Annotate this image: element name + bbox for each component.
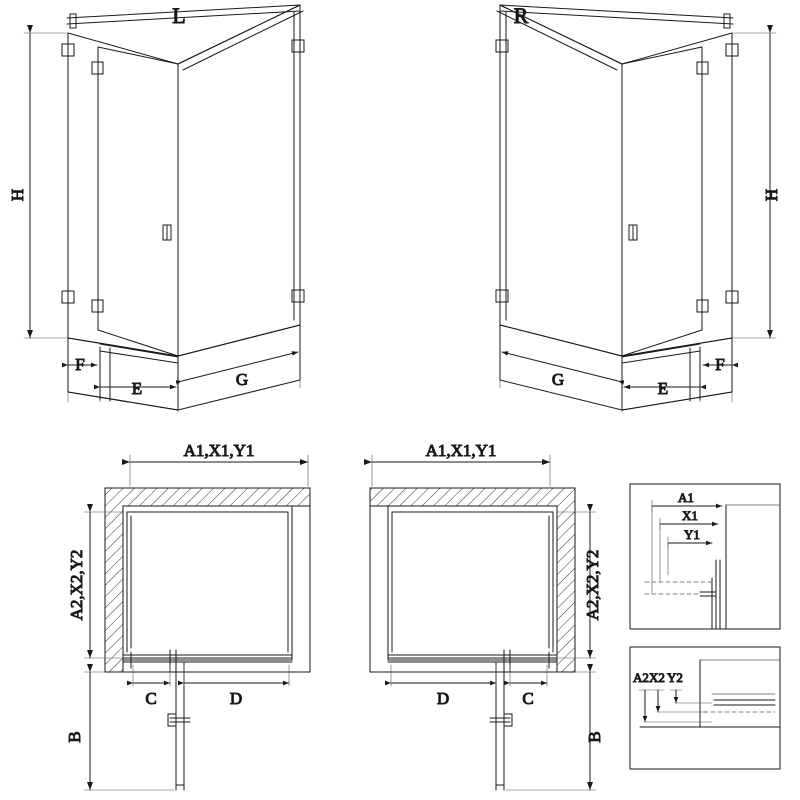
label-detail-Y1: Y1	[684, 527, 700, 542]
iso-view-left	[24, 5, 304, 412]
detail-bottom-right	[630, 647, 780, 769]
label-A1X1Y1-left: A1,X1,Y1	[183, 441, 255, 460]
label-A2X2Y2-left: A2,X2,Y2	[67, 549, 86, 621]
label-view-left: L	[172, 3, 186, 28]
label-height-right: H	[762, 188, 781, 202]
label-B-left: B	[65, 731, 84, 743]
label-view-right: R	[513, 3, 529, 28]
label-A2X2Y2-right: A2,X2,Y2	[583, 549, 602, 621]
label-D-left: D	[229, 689, 243, 708]
label-B-right: B	[585, 731, 604, 743]
label-A1X1Y1-right: A1,X1,Y1	[425, 441, 497, 460]
plan-view-right	[370, 455, 596, 790]
label-C-left: C	[145, 689, 157, 708]
label-C-right: C	[522, 689, 534, 708]
detail-top-right	[630, 484, 780, 629]
label-detail-X2: X2	[649, 670, 665, 685]
label-D-right: D	[436, 689, 450, 708]
plan-view-left	[84, 455, 310, 790]
label-G-right: G	[551, 370, 565, 389]
label-F-right: F	[715, 355, 725, 374]
label-detail-A1: A1	[678, 490, 694, 505]
label-F-left: F	[75, 355, 85, 374]
label-detail-A2: A2	[633, 670, 649, 685]
label-height-left: H	[8, 188, 27, 202]
label-detail-X1: X1	[682, 508, 698, 523]
label-detail-Y2: Y2	[667, 670, 683, 685]
label-E-right: E	[657, 379, 669, 398]
iso-view-right	[496, 5, 776, 412]
label-G-left: G	[235, 370, 249, 389]
label-E-left: E	[131, 379, 143, 398]
